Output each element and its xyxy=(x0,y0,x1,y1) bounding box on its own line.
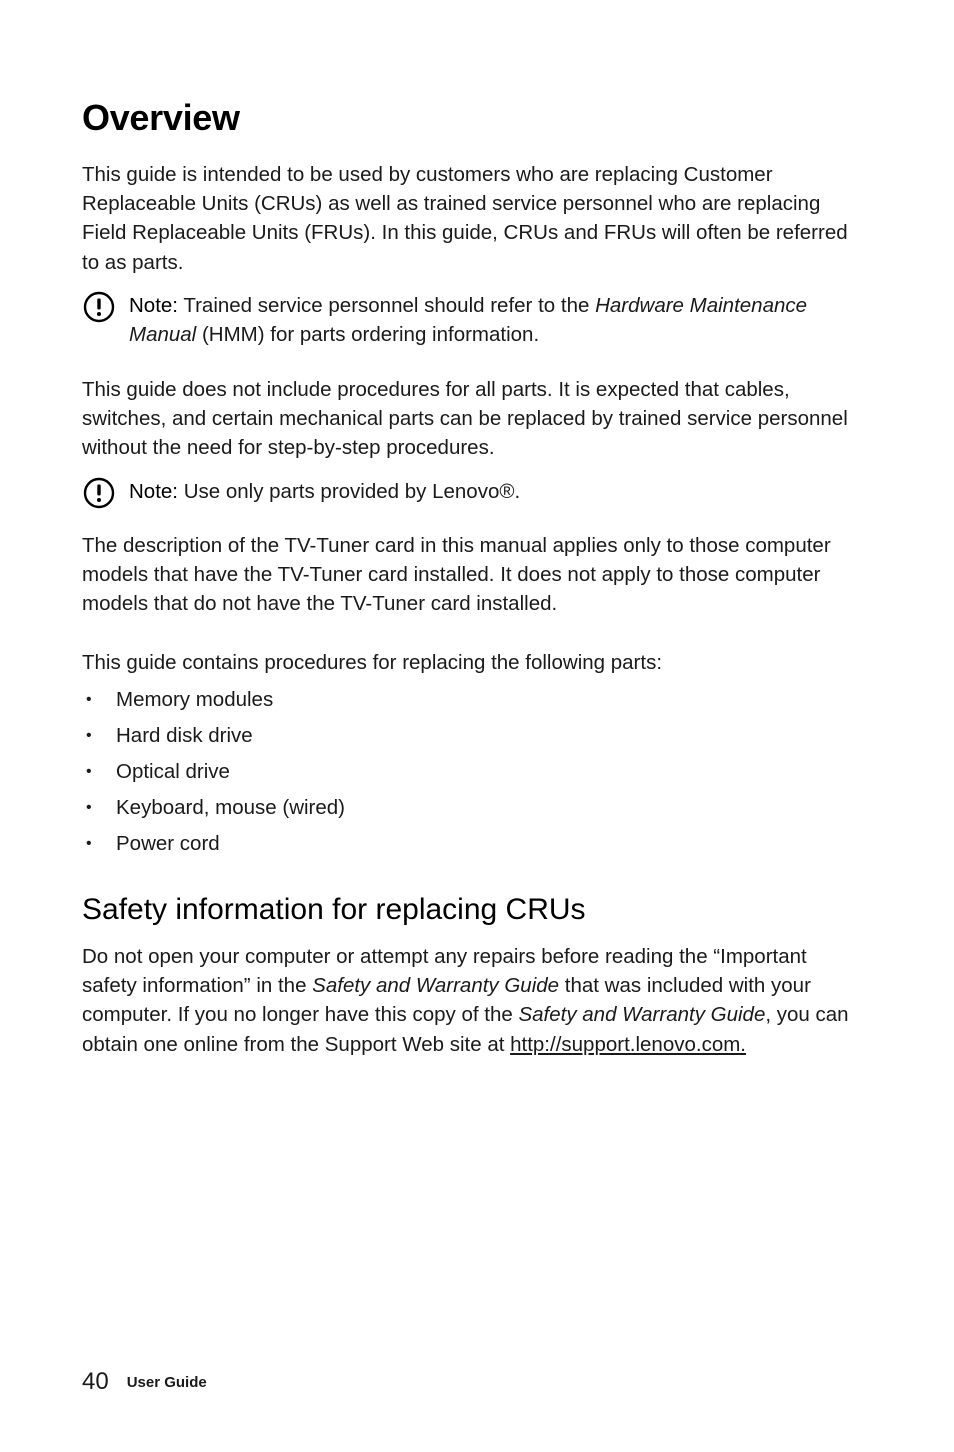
parts-intro-paragraph: This guide contains procedures for replacing the following parts: xyxy=(82,651,663,674)
page-title: Overview xyxy=(82,97,240,138)
page-number: 40 xyxy=(82,1368,109,1395)
guide-name: User Guide xyxy=(126,1374,207,1391)
note-label: Note: xyxy=(129,480,178,503)
list-item: • Power cord xyxy=(86,832,220,855)
support-link[interactable]: http://support.lenovo.com. xyxy=(510,1032,746,1056)
list-item-label: Keyboard, mouse (wired) xyxy=(116,796,346,819)
safety-text-2: that was included with your computer. If you no longer have this copy of the xyxy=(82,974,811,1027)
page-footer xyxy=(82,1368,207,1396)
note-text-end: (HMM) for parts ordering information. xyxy=(196,323,540,347)
exclamation-circle-icon xyxy=(83,477,115,509)
parts-scope-paragraph: This guide does not include procedures for all parts. It is expected that cables, switches, and certain mechanical parts can be replaced by trained service personnel without the need for step-by-step procedures. xyxy=(82,378,848,460)
safety-guide-title-2: Safety and Warranty Guide xyxy=(518,1003,766,1027)
list-item-label: Memory modules xyxy=(116,688,274,711)
intro-paragraph: This guide is intended to be used by customers who are replacing Customer Replaceable Units (CRUs) as well as trained service personnel who are replacing Field Replaceable Units (FRUs). In this guide, CRUs and FRUs will often be referred to as parts. xyxy=(82,163,848,274)
safety-text-1: Do not open your computer or attempt any repairs before reading the “Important safety information” in the xyxy=(82,945,807,998)
parts-list xyxy=(82,682,782,862)
safety-paragraph xyxy=(82,942,862,1059)
section-heading-safety: Safety information for replacing CRUs xyxy=(82,893,586,926)
hmm-title: Hardware Maintenance Manual xyxy=(129,294,808,347)
list-item-label: Power cord xyxy=(116,832,220,855)
list-item-label: Hard disk drive xyxy=(116,724,253,747)
note-label: Note: xyxy=(129,294,178,317)
safety-guide-title: Safety and Warranty Guide xyxy=(312,974,560,998)
list-item: • Hard disk drive xyxy=(86,724,253,747)
list-item: • Keyboard, mouse (wired) xyxy=(86,796,346,819)
exclamation-circle-icon xyxy=(83,291,115,323)
tv-tuner-paragraph: The description of the TV-Tuner card in this manual applies only to those computer models that have the TV-Tuner card installed. It does not apply to those computer models that do not have the TV-Tuner card installed. xyxy=(82,534,831,616)
list-item-label: Optical drive xyxy=(116,760,230,783)
note-lenovo-text xyxy=(129,477,859,506)
note-text: Use only parts provided by Lenovo®. xyxy=(178,480,521,503)
list-item: • Optical drive xyxy=(86,760,230,783)
list-item: • Memory modules xyxy=(86,688,274,711)
note-hmm-text xyxy=(129,291,859,349)
note-text: Trained service personnel should refer to the xyxy=(178,294,596,317)
safety-text-3: , you can obtain one online from the Support Web site at xyxy=(82,1003,849,1056)
